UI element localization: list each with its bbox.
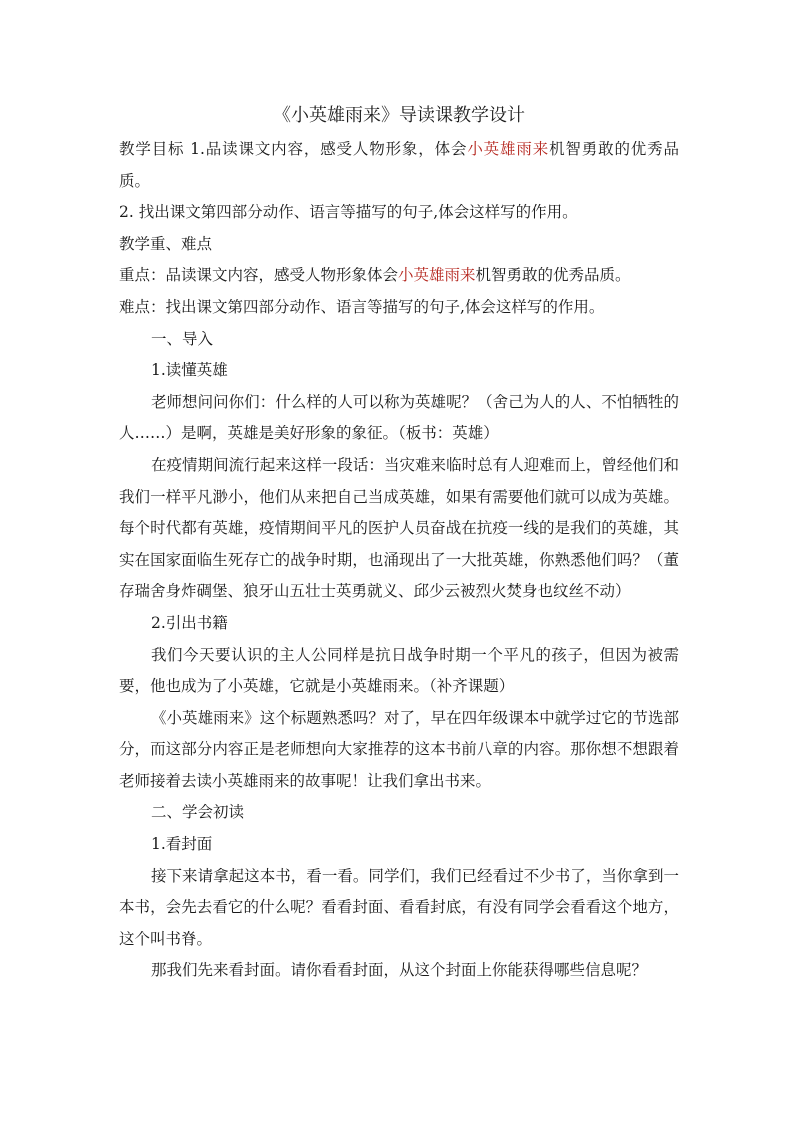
key-highlight: 小英雄雨来 xyxy=(398,266,476,285)
focus-heading: 教学重、难点 xyxy=(119,234,213,253)
goal1-highlight: 小英雄雨来 xyxy=(467,140,550,158)
paragraph-2: 在疫情期间流行起来这样一段话：当灾难来临时总有人迎难而上，曾经他们和我们一样平凡渺小，他们从来把自己当成英雄，如果有需要他们就可以成为英雄。每个时代都有英雄，疫情期间平凡的医护人员奋战在抗疫一线的是我们的英雄，其实在国家面临生死存亡的战争时期，也涌现出了一大批英雄，你熟悉他们吗？（董存瑞舍身炸碉堡、狼牙山五壮士英勇就义、邱少云被烈火焚身也纹丝不动） xyxy=(119,455,679,601)
key-text-end: 机智勇敢的优秀品质。 xyxy=(475,266,631,285)
teaching-goal-2: 2. 找出课文第四部分动作、语言等描写的句子,体会这样写的作用。 xyxy=(119,203,578,222)
paragraph-4: 《小英雄雨来》这个标题熟悉吗？对了，早在四年级课本中就学过它的节选部分，而这部分内容正是老师想向大家推荐的这本书前八章的内容。那你想不想跟着老师接着去读小英雄雨来的故事呢！让我们拿出书来。 xyxy=(119,708,679,790)
subsection-heading-book: 2.引出书籍 xyxy=(151,613,228,632)
section-heading-reading: 二、学会初读 xyxy=(151,803,245,822)
difficulty-point: 难点：找出课文第四部分动作、语言等描写的句子,体会这样写的作用。 xyxy=(119,297,605,316)
teaching-goal-1 xyxy=(119,134,679,197)
document-page xyxy=(119,100,679,987)
subsection-heading-cover: 1.看封面 xyxy=(151,835,213,854)
paragraph-6: 那我们先来看封面。请你看看封面，从这个封面上你能获得哪些信息呢？ xyxy=(151,961,648,980)
key-point xyxy=(119,260,679,292)
paragraph-1: 老师想问问你们：什么样的人可以称为英雄呢？（舍己为人的人、不怕牺牲的人……）是啊，英雄是美好形象的象征。（板书：英雄） xyxy=(119,392,679,443)
section-heading-intro: 一、导入 xyxy=(151,329,214,348)
goal1-text: 教学目标 1.品读课文内容，感受人物形象，体会 xyxy=(119,140,468,158)
key-text: 重点：品读课文内容，感受人物形象体会 xyxy=(119,266,399,285)
subsection-heading-hero: 1.读懂英雄 xyxy=(151,361,228,380)
goal1-text-end: 机智勇敢的优秀品质。 xyxy=(119,140,679,190)
paragraph-3: 我们今天要认识的主人公同样是抗日战争时期一个平凡的孩子，但因为被需要，他也成为了小英雄，它就是小英雄雨来。（补齐课题） xyxy=(119,645,679,696)
paragraph-5: 接下来请拿起这本书，看一看。同学们，我们已经看过不少书了，当你拿到一本书，会先去看它的什么呢？看看封面、看看封底，有没有同学会看看这个地方，这个叫书脊。 xyxy=(119,866,679,948)
document-title: 《小英雄雨来》导读课教学设计 xyxy=(273,105,525,126)
